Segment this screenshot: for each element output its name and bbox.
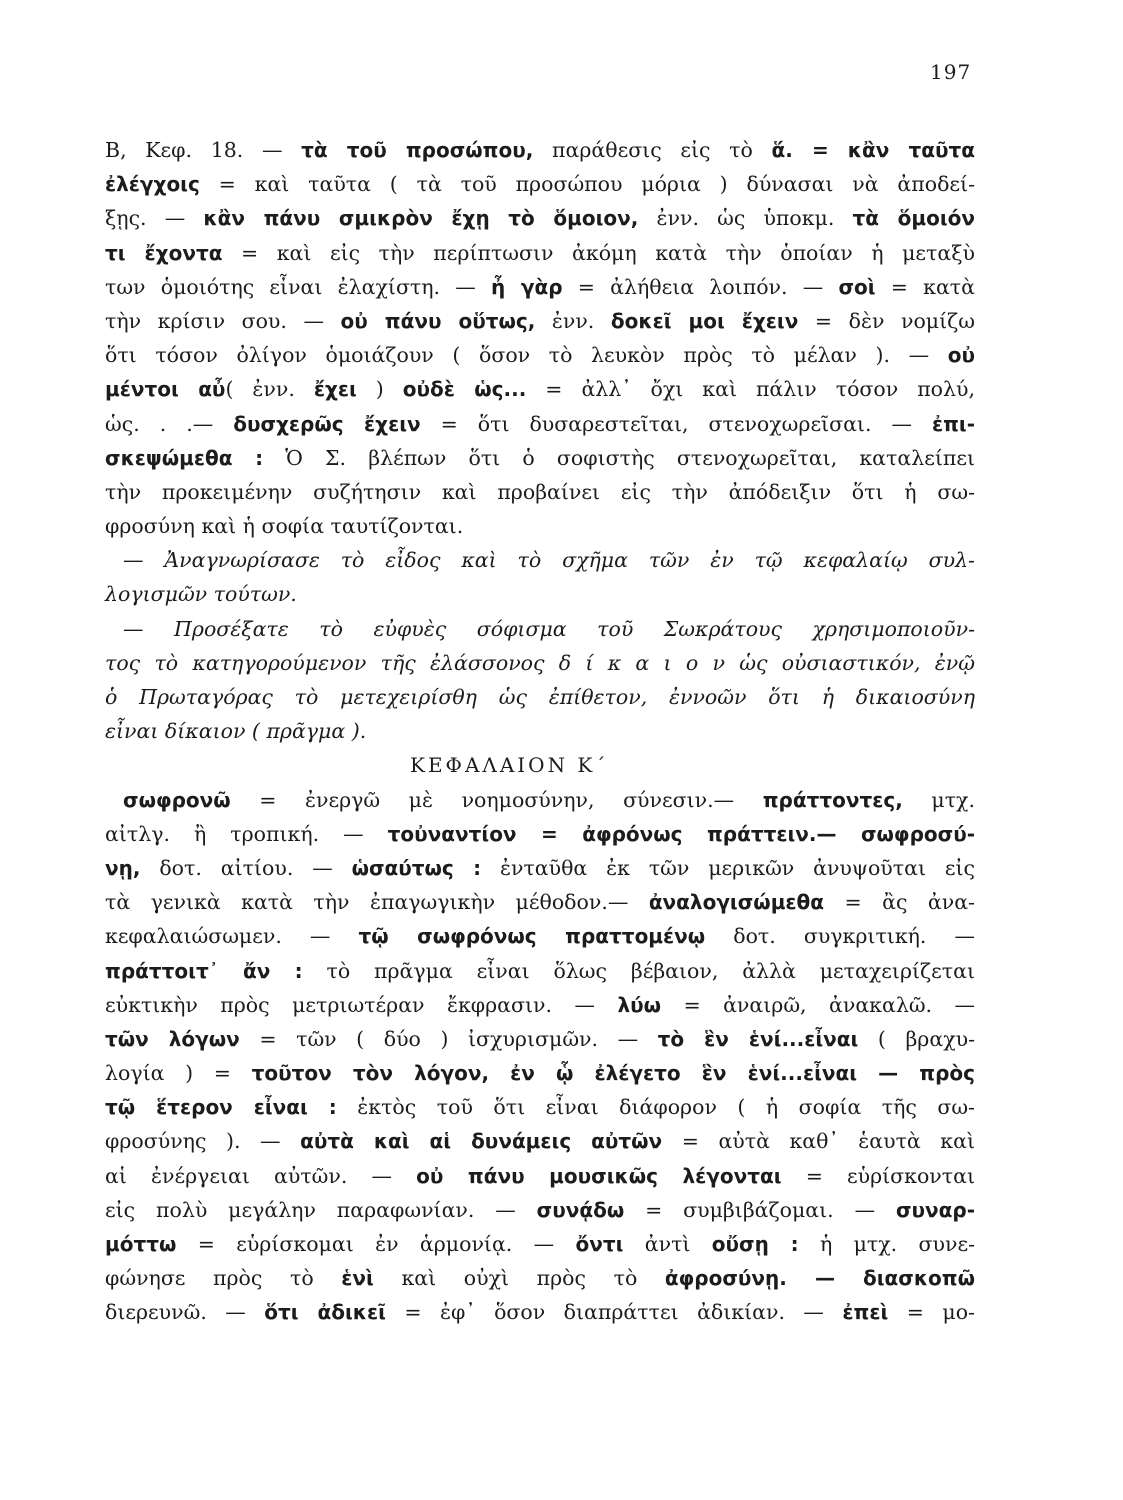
- text-line: [105, 885, 975, 919]
- text-run: = συμβιβάζομαι. —: [624, 1197, 896, 1222]
- exercise-line: [105, 714, 975, 748]
- text-run: τος τὸ κατηγορούμενον τῆς ἐλάσσονος δ ί κ α ι ο ν ὡς οὐσιαστικόν, ἐνῷ: [105, 650, 975, 675]
- text-run: δοτ. συγκριτική. —: [705, 924, 975, 949]
- bold-term: μόττω: [105, 1232, 177, 1256]
- bold-term: τὰ τοῦ προσώπου,: [301, 138, 534, 162]
- text-run: = μο-: [888, 1300, 975, 1325]
- bold-term: ὅτι ἀδικεῖ: [264, 1300, 386, 1325]
- exercise-line: [105, 646, 975, 680]
- text-run: ὅτι τόσον ὀλίγον ὁμοιάζουν ( ὅσον τὸ λευκὸν πρὸς τὸ μέλαν ). —: [105, 343, 948, 368]
- text-run: τὰ γενικὰ κατὰ τὴν ἐπαγωγικὴν μέθοδον.—: [105, 890, 649, 915]
- bold-term: ἀφροσύνῃ. — διασκοπῶ: [664, 1266, 976, 1291]
- bold-term: οὔσῃ :: [711, 1232, 799, 1256]
- bold-term: δοκεῖ μοι ἔχειν: [610, 308, 799, 333]
- text-run: τὴν κρίσιν σου. —: [105, 308, 341, 333]
- bold-term: σκεψώμεθα :: [105, 445, 264, 470]
- text-run: τὸ πρᾶγμα εἶναι ὅλως βέβαιον, ἀλλὰ μεταχειρίζεται: [302, 958, 975, 983]
- text-run: ἐνν. ὡς ὑποκμ.: [638, 206, 853, 231]
- bold-term: πράττοιτ᾽ ἄν :: [105, 958, 303, 983]
- bold-term: τῶν λόγων: [105, 1026, 240, 1051]
- bold-term: ἐπι-: [931, 411, 975, 436]
- text-run: λογισμῶν τούτων.: [105, 582, 297, 607]
- exercise-line: [105, 543, 975, 577]
- chapter-heading: ΚΕΦΑΛΑΙΟΝ Κ΄: [410, 753, 609, 778]
- text-run: ξῃς. —: [105, 206, 204, 231]
- text-line: [105, 1193, 975, 1227]
- bold-term: ἑνὶ: [341, 1266, 374, 1291]
- text-run: ): [356, 377, 403, 402]
- text-line: [105, 372, 975, 406]
- bold-term: νῃ,: [105, 855, 141, 880]
- text-line: [105, 1056, 975, 1090]
- text-run: = ἀναιρῶ, ἀνακαλῶ. —: [661, 992, 976, 1017]
- text-run: = εὑρίσκομαι ἐν ἁρμονίᾳ. —: [176, 1232, 576, 1256]
- text-line: [105, 1227, 975, 1261]
- text-run: ἐνν.: [535, 308, 611, 333]
- text-run: ἐνταῦθα ἐκ τῶν μερικῶν ἀνυψοῦται εἰς: [481, 855, 975, 880]
- bold-term: δυσχερῶς ἔχειν: [233, 411, 421, 436]
- text-line: [105, 1124, 975, 1158]
- text-line: [105, 1090, 975, 1124]
- bold-term: πράττοντες,: [762, 787, 903, 812]
- bold-term: οὐ πάνυ μουσικῶς λέγονται: [416, 1163, 782, 1188]
- text-run: ὡς. . .—: [105, 411, 234, 436]
- text-run: εἶναι δίκαιον ( πρᾶγμα ).: [105, 719, 367, 744]
- text-run: εὐκτικὴν πρὸς μετριωτέραν ἔκφρασιν. —: [105, 992, 618, 1017]
- bold-term: οὐ: [947, 343, 975, 368]
- text-run: φώνησε πρὸς τὸ: [105, 1266, 342, 1291]
- text-run: — Ἀναγνωρίσασε τὸ εἶδος καὶ τὸ σχῆμα τῶν ἐν τῷ κεφαλαίῳ συλ-: [123, 548, 975, 573]
- chapter-notes: [105, 783, 975, 1330]
- text-block: [105, 133, 975, 1330]
- text-run: δοτ. αἰτίου. —: [140, 855, 352, 880]
- text-run: = ἐφ᾽ ὅσον διαπράττει ἀδικίαν. —: [385, 1300, 843, 1325]
- text-run: = ἀλλ᾽ ὄχι καὶ πάλιν τόσον πολύ,: [526, 377, 975, 402]
- text-line: [105, 475, 975, 509]
- bold-term: οὐ πάνυ οὕτως,: [340, 308, 536, 333]
- bold-term: ἐλέγχοις: [105, 172, 200, 197]
- text-line: [105, 509, 975, 543]
- commentary-paragraph: [105, 133, 975, 543]
- text-line: [105, 270, 975, 304]
- text-line: [105, 1022, 975, 1056]
- text-run: αἱ ἐνέργειαι αὐτῶν. —: [105, 1163, 417, 1188]
- bold-term: τοὐναντίον = ἀφρόνως πράττειν.— σωφροσύ-: [387, 821, 976, 846]
- text-run: αἰτλγ. ἢ τροπική. —: [105, 821, 388, 846]
- exercise-line: [105, 577, 975, 611]
- text-line: [105, 407, 975, 441]
- bold-term: οὐδὲ ὡς...: [402, 377, 527, 402]
- bold-term: κἂν πάνυ σμικρὸν ἔχῃ τὸ ὅμοιον,: [203, 206, 639, 231]
- text-line: [105, 1295, 975, 1329]
- bold-term: τὰ ὅμοιόν: [852, 206, 976, 231]
- text-line: [105, 1261, 975, 1295]
- bold-term: ἅ. = κἂν ταῦτα: [771, 138, 975, 162]
- bold-term: λύω: [617, 992, 661, 1017]
- page-number: 197: [930, 60, 972, 84]
- bold-term: τῷ σωφρόνως πραττομένῳ: [358, 924, 706, 949]
- bold-term: μέντοι αὖ: [105, 377, 226, 402]
- text-run: = εὑρίσκονται: [781, 1163, 975, 1188]
- text-line: [105, 1159, 975, 1193]
- text-run: = ἐνεργῶ μὲ νοημοσύνην, σύνεσιν.—: [230, 787, 763, 812]
- text-line: [105, 851, 975, 885]
- text-run: = ἂς ἀνα-: [824, 890, 975, 915]
- bold-term: ὡσαύτως :: [351, 855, 482, 880]
- text-run: ( ἐνν.: [225, 377, 314, 402]
- bold-term: ἔχει: [313, 377, 357, 402]
- text-run: = καὶ εἰς τὴν περίπτωσιν ἀκόμη κατὰ τὴν ὁποίαν ἡ μεταξὺ: [222, 240, 975, 265]
- text-run: κεφαλαιώσωμεν. —: [105, 924, 359, 949]
- text-run: μτχ.: [902, 787, 975, 812]
- text-line: [105, 338, 975, 372]
- text-run: = ἀλήθεια λοιπόν. —: [562, 274, 839, 299]
- text-run: καὶ οὐχὶ πρὸς τὸ: [373, 1266, 665, 1291]
- text-line: [105, 236, 975, 270]
- text-run: = ὅτι δυσαρεστεῖται, στενοχωρεῖσαι. —: [420, 411, 932, 436]
- text-line: [105, 167, 975, 201]
- text-run: — Προσέξατε τὸ εὐφυὲς σόφισμα τοῦ Σωκράτους χρησιμοποιοῦν-: [123, 616, 975, 641]
- text-run: ἡ μτχ. συνε-: [798, 1232, 976, 1256]
- bold-term: τι ἔχοντα: [105, 240, 223, 265]
- bold-term: ἦ γὰρ: [491, 274, 563, 299]
- bold-term: συνᾴδω: [536, 1197, 625, 1222]
- text-run: λογία ) =: [105, 1061, 252, 1086]
- text-run: = τῶν ( δύο ) ἰσχυρισμῶν. —: [239, 1026, 658, 1051]
- bold-term: αὐτὰ καὶ αἱ δυνάμεις αὐτῶν: [300, 1129, 663, 1154]
- text-run: = αὐτὰ καθ᾽ ἑαυτὰ καὶ: [662, 1129, 975, 1154]
- bold-term: σοὶ: [838, 274, 876, 299]
- bold-term: ἐπεὶ: [842, 1300, 889, 1325]
- text-run: φροσύνη καὶ ἡ σοφία ταυτίζονται.: [105, 514, 464, 539]
- exercise-questions: [105, 543, 975, 748]
- bold-term: τὸ ἓν ἑνί...εἶναι: [657, 1026, 859, 1051]
- exercise-line: [105, 612, 975, 646]
- bold-term: ὄντι: [575, 1232, 624, 1256]
- bold-term: τοῦτον τὸν λόγον, ἐν ᾧ ἐλέγετο ἓν ἑνί...εἶναι — πρὸς: [251, 1061, 975, 1086]
- text-run: = δὲν νομίζω: [798, 308, 975, 333]
- text-run: ἐκτὸς τοῦ ὅτι εἶναι διάφορον ( ἡ σοφία τῆς σω-: [336, 1095, 975, 1120]
- text-run: των ὁμοιότης εἶναι ἐλαχίστη. —: [105, 274, 491, 299]
- text-run: εἰς πολὺ μεγάλην παραφωνίαν. —: [105, 1197, 537, 1222]
- text-run: = κατὰ: [875, 274, 975, 299]
- text-line: [105, 441, 975, 475]
- text-line: [105, 783, 975, 817]
- text-run: διερευνῶ. —: [105, 1300, 265, 1325]
- text-run: Ὁ Σ. βλέπων ὅτι ὁ σοφιστὴς στενοχωρεῖται, καταλείπει: [263, 445, 975, 470]
- text-line: [105, 133, 975, 167]
- text-run: τὴν προκειμένην συζήτησιν καὶ προβαίνει εἰς τὴν ἀπόδειξιν ὅτι ἡ σω-: [105, 479, 975, 504]
- text-run: ( βραχυ-: [858, 1026, 976, 1051]
- exercise-line: [105, 680, 975, 714]
- bold-term: σωφρονῶ: [123, 787, 231, 812]
- text-run: φροσύνης ). —: [105, 1129, 301, 1154]
- text-run: Β, Κεφ. 18. —: [105, 138, 302, 162]
- bold-term: ἀναλογισώμεθα: [648, 890, 825, 915]
- text-run: ἀντὶ: [623, 1232, 712, 1256]
- bold-term: τῷ ἕτερον εἶναι :: [105, 1095, 337, 1120]
- text-run: ὁ Πρωταγόρας τὸ μετεχειρίσθη ὡς ἐπίθετον, ἐννοῶν ὅτι ἡ δικαιοσύνη: [105, 685, 975, 709]
- text-run: παράθεσις εἰς τὸ: [533, 138, 772, 162]
- text-line: [105, 988, 975, 1022]
- text-line: [105, 954, 975, 988]
- text-line: [105, 304, 975, 338]
- text-line: [105, 919, 975, 953]
- text-run: = καὶ ταῦτα ( τὰ τοῦ προσώπου μόρια ) δύνασαι νὰ ἀποδεί-: [199, 172, 975, 197]
- bold-term: συναρ-: [895, 1197, 975, 1222]
- text-line: [105, 201, 975, 235]
- text-line: [105, 817, 975, 851]
